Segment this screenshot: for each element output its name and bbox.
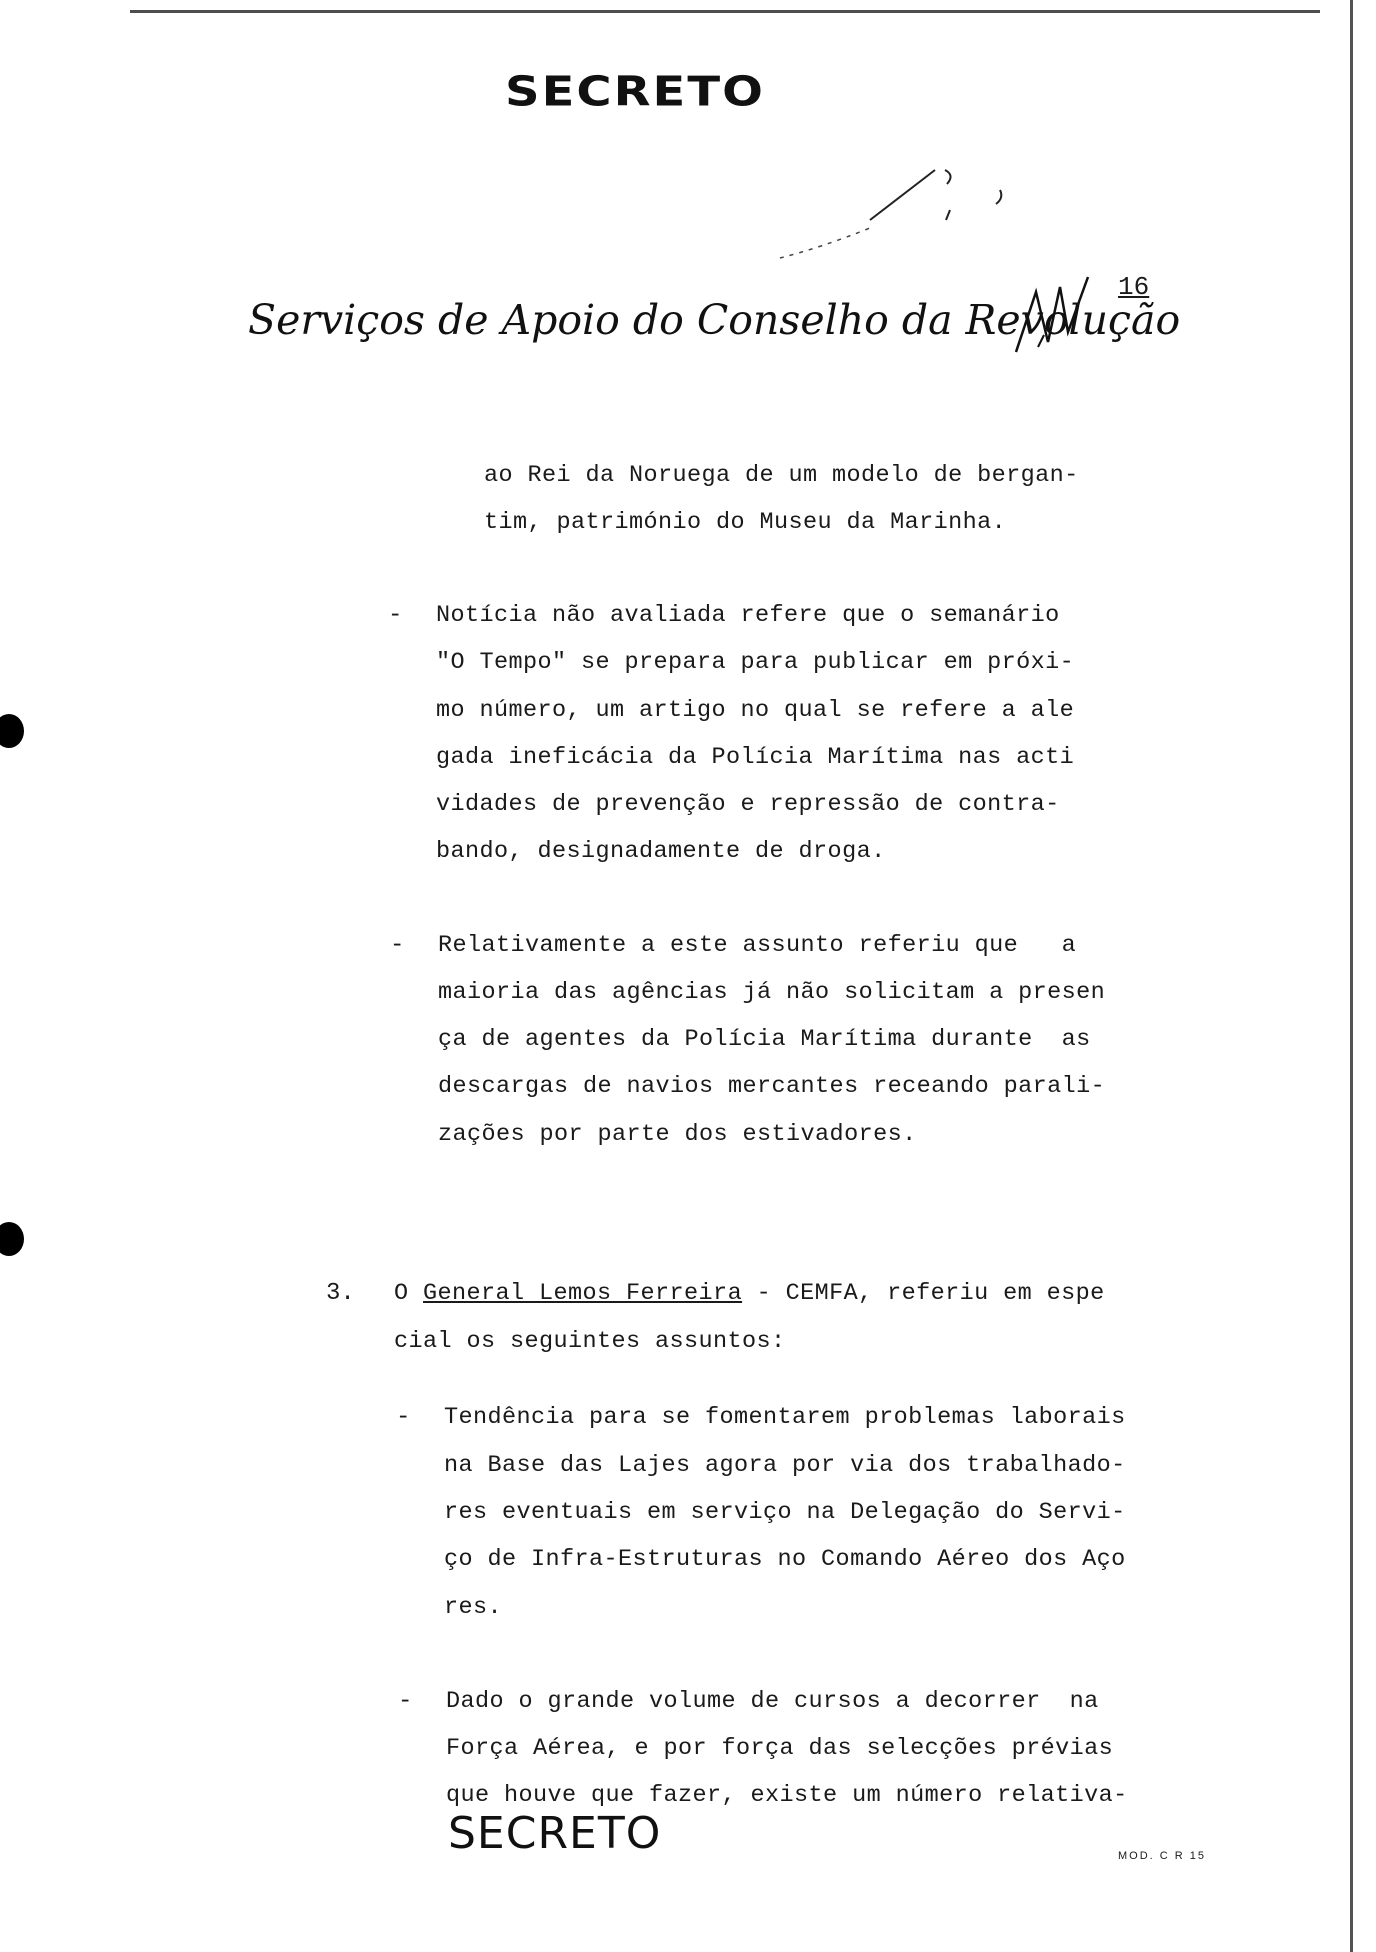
bullet-dash: - xyxy=(390,932,405,959)
text-line: Dado o grande volume de cursos a decorrer na xyxy=(446,1688,1099,1715)
text-line: Tendência para se fomentarem problemas laborais xyxy=(444,1404,1126,1431)
bullet-dash: - xyxy=(388,602,403,629)
signature-initials xyxy=(1008,272,1098,362)
text-line: ça de agentes da Polícia Marítima durante as xyxy=(438,1026,1091,1053)
letterhead: Serviços de Apoio do Conselho da Revolução xyxy=(248,296,1181,344)
top-edge-line xyxy=(130,10,1320,13)
text-line: na Base das Lajes agora por via dos trabalhado- xyxy=(444,1452,1126,1479)
text-line: cial os seguintes assuntos: xyxy=(394,1328,786,1355)
text-line: descargas de navios mercantes receando parali- xyxy=(438,1073,1106,1100)
classification-stamp-bottom: SECRETO xyxy=(448,1808,662,1859)
classification-stamp-top: SECRETO xyxy=(505,68,765,116)
text-line: res. xyxy=(444,1594,503,1621)
page-number: 16 xyxy=(1118,272,1150,302)
person-name: General Lemos Ferreira xyxy=(423,1280,743,1307)
text-line: Força Aérea, e por força das selecções prévias xyxy=(446,1735,1114,1762)
text-line: ço de Infra-Estruturas no Comando Aéreo dos Aço xyxy=(444,1546,1126,1573)
bullet-dash: - xyxy=(396,1404,411,1431)
text-line: "O Tempo" se prepara para publicar em próxi- xyxy=(436,649,1075,676)
text-line: tim, património do Museu da Marinha. xyxy=(484,509,1007,536)
bullet-dash: - xyxy=(398,1688,413,1715)
form-code: MOD. C R 15 xyxy=(1118,1850,1207,1862)
section-heading-line: O General Lemos Ferreira - CEMFA, referiu em espe xyxy=(394,1280,1105,1307)
right-edge-line xyxy=(1350,0,1353,1952)
text-line: vidades de prevenção e repressão de contra- xyxy=(436,791,1060,818)
punch-hole-upper xyxy=(0,714,24,748)
text-line: que houve que fazer, existe um número relativa- xyxy=(446,1782,1128,1809)
text-line: Notícia não avaliada refere que o semanário xyxy=(436,602,1060,629)
text-line: ao Rei da Noruega de um modelo de bergan- xyxy=(484,462,1079,489)
text-line: Relativamente a este assunto referiu que a xyxy=(438,932,1077,959)
text-line: maioria das agências já não solicitam a presen xyxy=(438,979,1106,1006)
punch-hole-lower xyxy=(0,1222,24,1256)
text-line: mo número, um artigo no qual se refere a ale xyxy=(436,697,1075,724)
handwritten-marks xyxy=(760,140,1020,270)
text-line: res eventuais em serviço na Delegação do Servi- xyxy=(444,1499,1126,1526)
section-number: 3. xyxy=(326,1280,355,1307)
text-line: gada ineficácia da Polícia Marítima nas acti xyxy=(436,744,1075,771)
text-line: zações por parte dos estivadores. xyxy=(438,1121,917,1148)
text-line: bando, designadamente de droga. xyxy=(436,838,886,865)
